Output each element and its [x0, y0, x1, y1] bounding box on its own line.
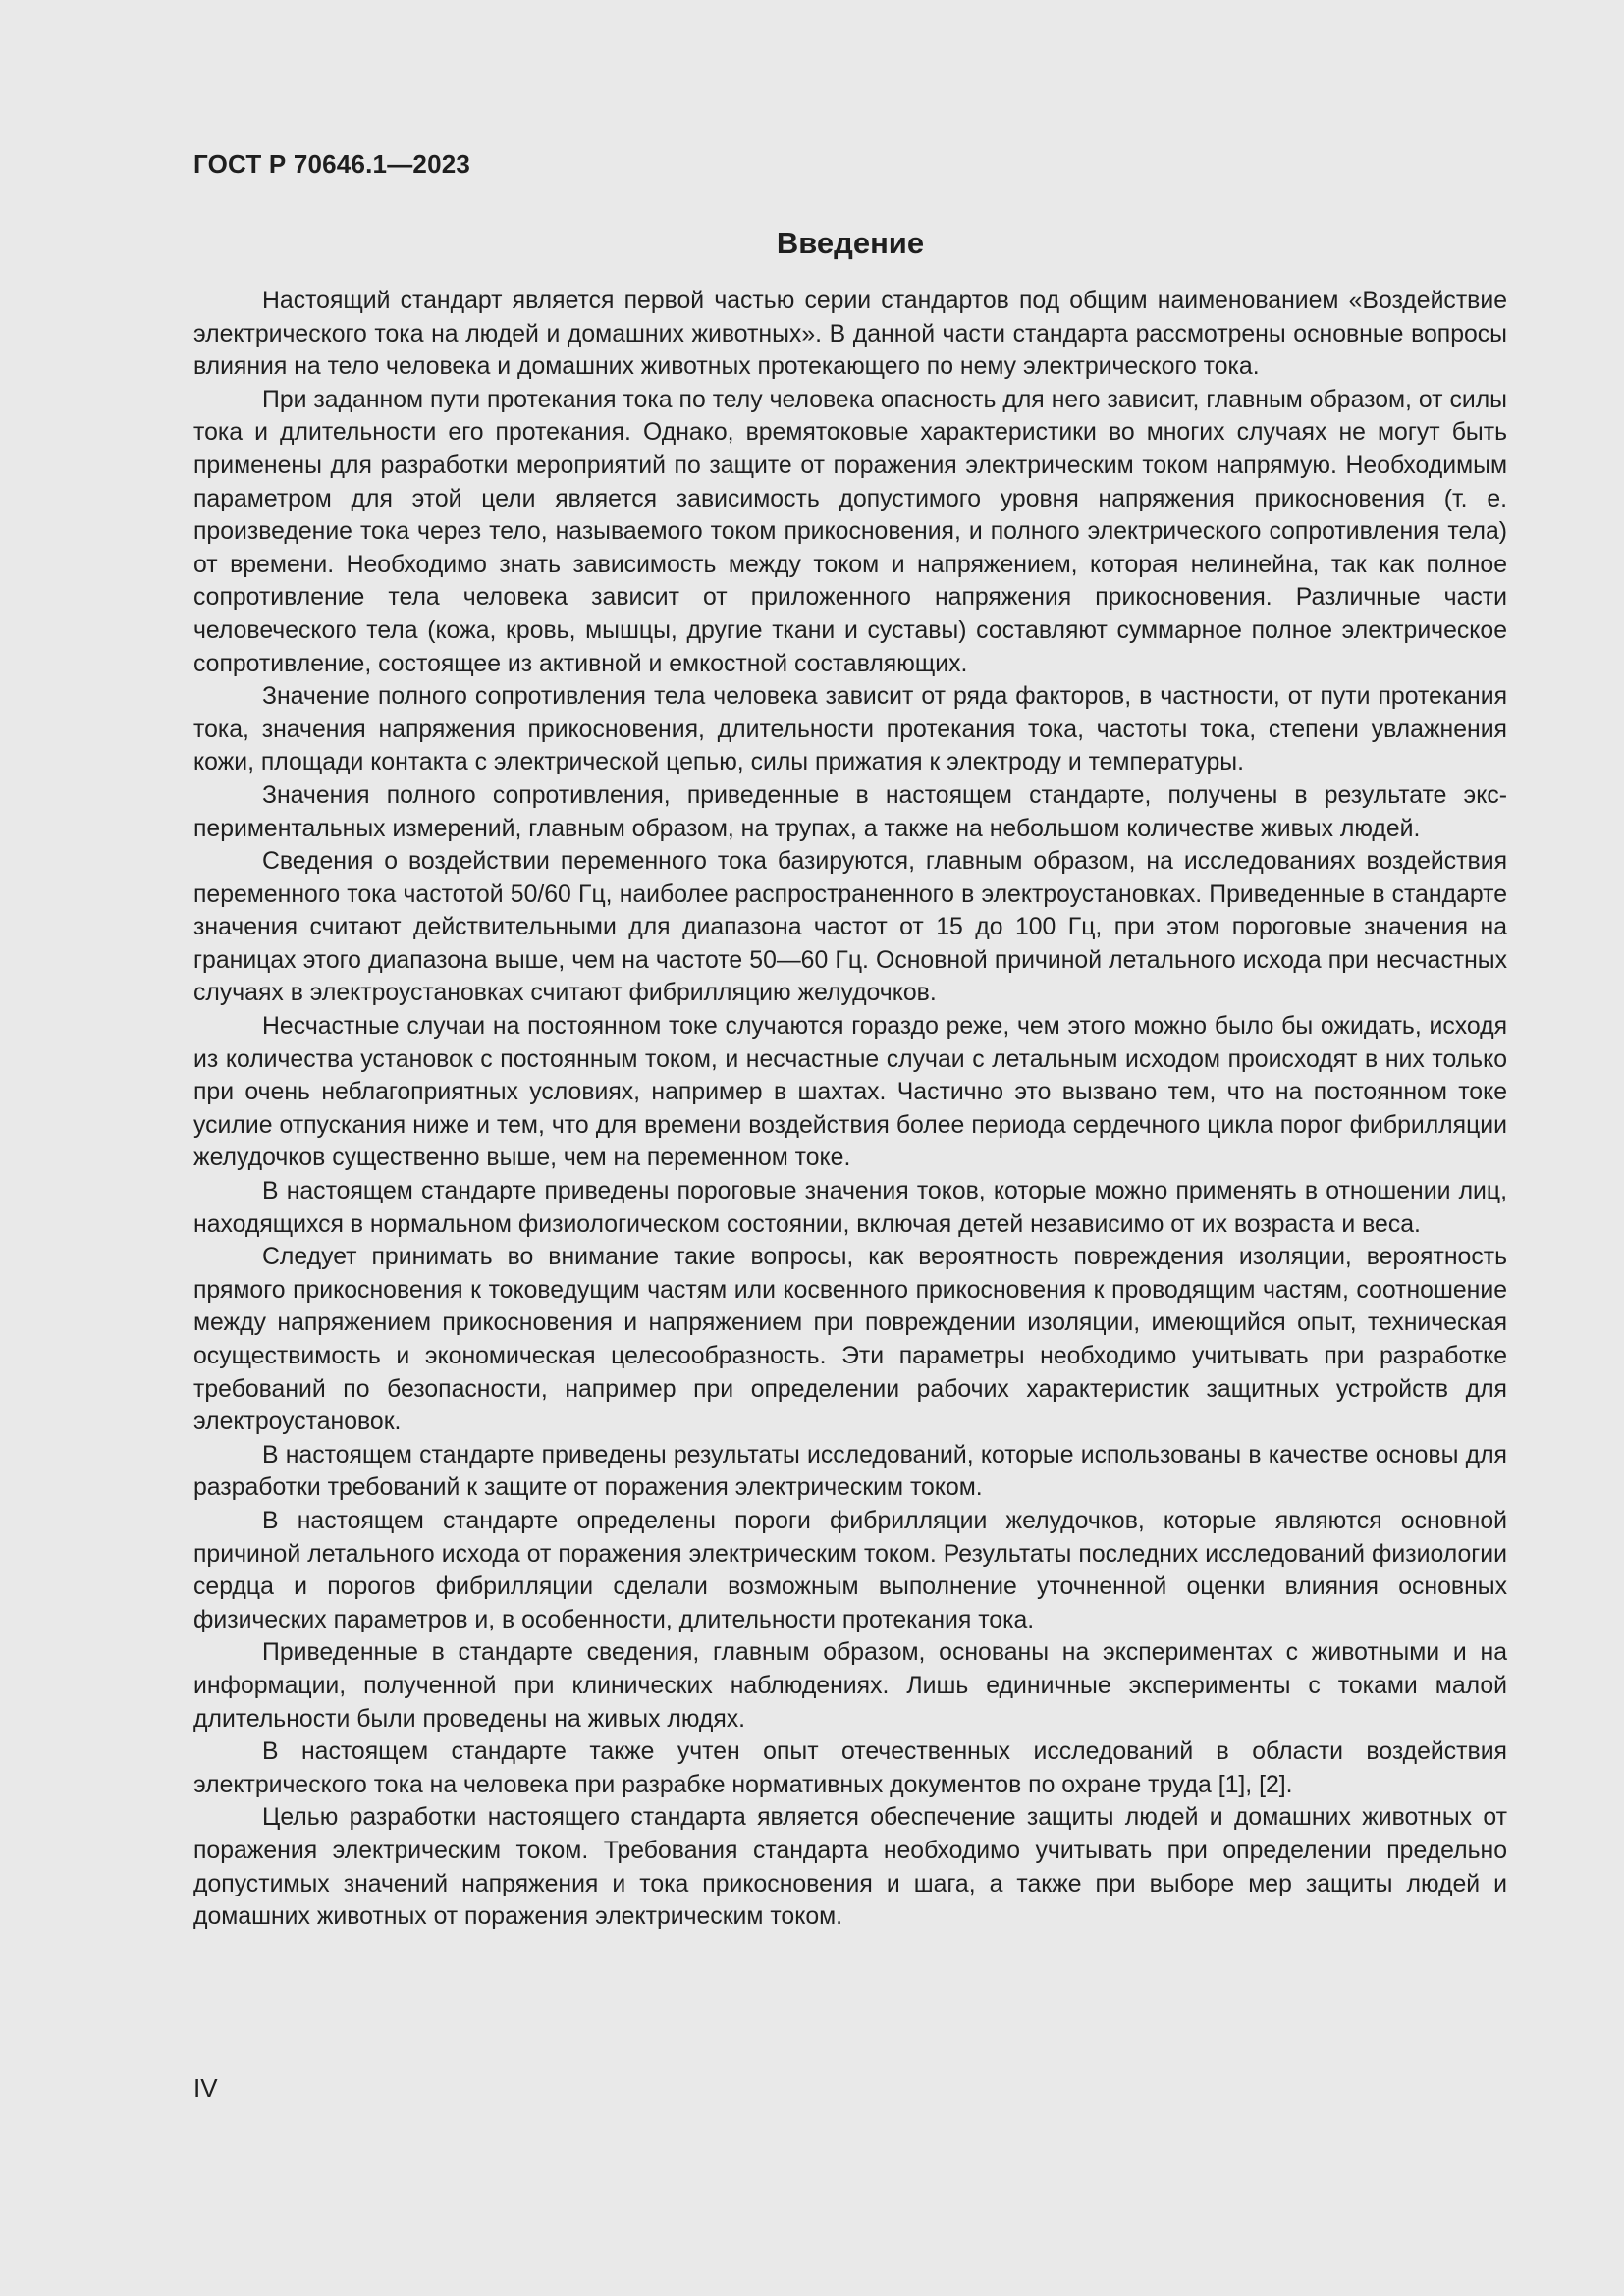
paragraph: Значения полного сопротивления, приведенные в настоящем стандарте, получены в результате экспериментальных измерений, главным образом, на трупах, а также на небольшом количестве живых людей. — [193, 781, 1507, 842]
section-body — [193, 285, 1507, 1934]
paragraph: В настоящем стандарте также учтен опыт отечественных исследований в области воздействия электрического тока на человека при разрабке нормативных документов по охране труда [1], [2]. — [193, 1738, 1507, 1798]
paragraph: В настоящем стандарте приведены результаты исследований, которые использованы в качестве основы для разработки требований к защите от поражения электрическим током. — [193, 1441, 1507, 1502]
page-number: IV — [193, 2073, 218, 2103]
paragraph: Значение полного сопротивления тела человека зависит от ряда факторов, в частности, от пути протекания тока, значения напряжения прикосновения, длительности протекания тока, частоты тока, степени увлажнения кожи, площади контакта с электрической цепью, силы прижатия к электроду и температуры. — [193, 683, 1507, 776]
paragraph: Несчастные случаи на постоянном токе случаются гораздо реже, чем этого можно было бы ожидать, исходя из количества установок с постоянным током, и несчастные случаи с летальным исходом происходят в них только при очень неблагоприятных условиях, например в шахтах. Частично это вызвано тем, что на постоянном токе усилие отпускания ниже и тем, что для времени воздействия более периода сердечного цикла порог фибрилляции желудочков существенно выше, чем на переменном токе. — [193, 1013, 1507, 1172]
paragraph: При заданном пути протекания тока по телу человека опасность для него зависит, главным образом, от силы тока и длительности его протекания. Однако, времятоковые характеристики во многих случаях не могут быть применены для разработки мероприятий по защите от поражения электрическим током напрямую. Необходимым параметром для этой цели является зависимость допустимого уровня напряжения прикосновения (т. е. произведение тока через тело, называемого током прикосновения, и полного электрического сопротивления тела) от времени. Необходимо знать зависимость между током и напряжением, которая нелинейна, так как полное сопротивление тела человека зависит от приложенного напряжения прикосновения. Различные части человеческого тела (кожа, кровь, мышцы, другие ткани и суставы) составляют суммарное полное электрическое сопротивление, состоящее из активной и емкостной составляющих. — [193, 386, 1507, 677]
paragraph: В настоящем стандарте приведены пороговые значения токов, которые можно применять в отношении лиц, находящихся в нормальном физиологическом состоянии, включая детей независимо от их возраста и веса. — [193, 1178, 1507, 1238]
document-code: ГОСТ Р 70646.1—2023 — [193, 149, 471, 179]
paragraph: Сведения о воздействии переменного тока базируются, главным образом, на исследованиях воздействия переменного тока частотой 50/60 Гц, наиболее распространенного в электроустановках. Приведенные в стандарте значения считают действительными для диапазона частот от 15 до 100 Гц, при этом пороговые значения на границах этого диапазона выше, чем на частоте 50—60 Гц. Основной причиной летального исхода при несчастных случаях в электроустановках считают фибрилляцию желудочков. — [193, 848, 1507, 1007]
section-title: Введение — [776, 226, 925, 260]
paragraph: Целью разработки настоящего стандарта является обеспечение защиты людей и домашних животных от поражения электрическим током. Требования стандарта необходимо учитывать при определении предельно допустимых значений напряжения и тока прикосновения и шага, а также при выборе мер защиты людей и домашних животных от поражения электрическим током. — [193, 1804, 1507, 1931]
paragraph: Приведенные в стандарте сведения, главным образом, основаны на экспериментах с животными и на информации, полученной при клинических наблюдениях. Лишь единичные эксперименты с токами малой длительности были проведены на живых людях. — [193, 1639, 1507, 1733]
paragraph: Настоящий стандарт является первой частью серии стандартов под общим наименованием «Воздействие электрического тока на людей и домашних животных». В данной части стандарта рассмотрены основные вопросы влияния на тело человека и домашних животных протекающего по нему электрического тока. — [193, 288, 1507, 381]
paragraph: В настоящем стандарте определены пороги фибрилляции желудочков, которые являются основной причиной летального исхода от поражения электрическим током. Результаты последних исследований физиологии сердца и порогов фибрилляции сделали возможным выполнение уточненной оценки влияния основных физических параметров и, в особенности, длительности протекания тока. — [193, 1507, 1507, 1633]
paragraph: Следует принимать во внимание такие вопросы, как вероятность повреждения изоляции, вероятность прямого прикосновения к токоведущим частям или косвенного прикосновения к проводящим частям, соотношение между напряжением прикосновения и напряжением при повреждении изоляции, имеющийся опыт, техническая осуществимость и экономическая целесообразность. Эти параметры необходимо учитывать при разработке требований по безопасности, например при определении рабочих характеристик защитных устройств для электроустановок. — [193, 1244, 1507, 1436]
